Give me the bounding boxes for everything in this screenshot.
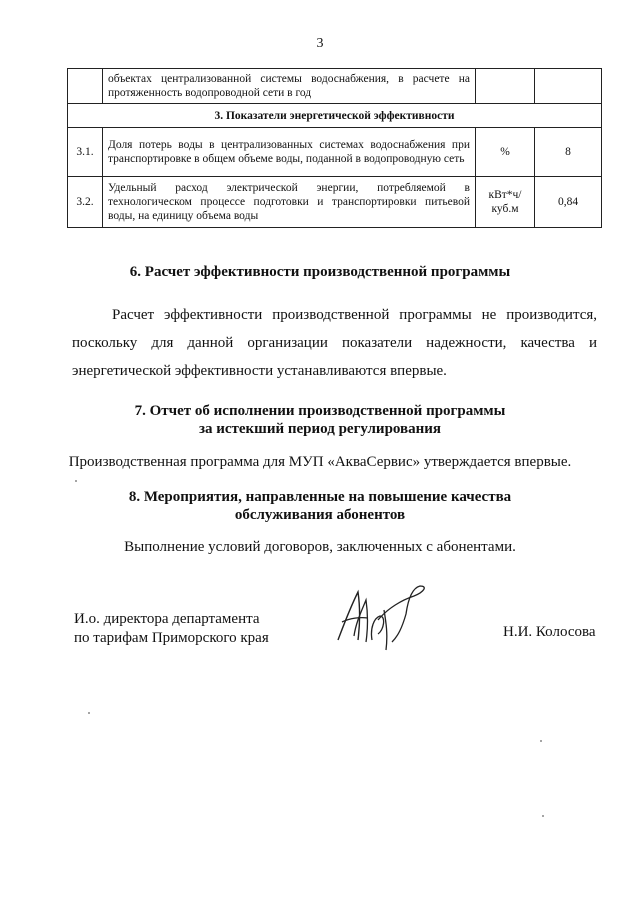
row-description-cell: Удельный расход электрической энергии, потребляемой в технологическом процессе подготовки и транспортировки питьевой воды, на единицу объема воды	[103, 177, 476, 228]
scan-speck	[75, 480, 77, 482]
table-row	[68, 69, 602, 104]
row-value-cell	[535, 69, 602, 104]
section8-heading-line1: 8. Мероприятия, направленные на повышение качества	[128, 489, 512, 505]
section8-text: Выполнение условий договоров, заключенных с абонентами.	[124, 539, 516, 555]
table-row	[68, 177, 602, 228]
row-unit-cell: %	[476, 128, 535, 177]
signatory-title-line2: по тарифам Приморского края	[74, 630, 269, 646]
scan-speck	[542, 815, 544, 817]
section7-heading-line1: 7. Отчет об исполнении производственной программы	[134, 403, 506, 419]
row-description-cell: Доля потерь воды в централизованных системах водоснабжения при транспортировке в общем объеме воды, поданной в водопроводную сеть	[103, 128, 476, 177]
signatory-title-line1: И.о. директора департамента	[74, 611, 260, 627]
table-section-row	[68, 104, 602, 128]
row-unit-cell	[476, 177, 535, 228]
scan-speck	[88, 712, 90, 714]
row-unit-cell	[476, 69, 535, 104]
indicators-table	[67, 68, 602, 228]
handwritten-signature	[328, 582, 438, 654]
section7-text: Производственная программа для МУП «АкваСервис» утверждается впервые.	[68, 454, 572, 470]
signatory-title	[74, 610, 269, 648]
scan-speck	[540, 740, 542, 742]
section6-paragraph	[72, 301, 597, 385]
table-row	[68, 128, 602, 177]
row-description-cell: объектах централизованной системы водоснабжения, в расчете на протяженность водопроводной сети в год	[103, 69, 476, 104]
unit-line: кВт*ч/	[488, 189, 522, 201]
row-number-cell: 3.1.	[68, 128, 103, 177]
page-number: 3	[316, 36, 324, 51]
section7-heading	[40, 402, 600, 438]
section6-text: Расчет эффективности производственной программы не производится, поскольку для данной организации показатели надежности, качества и энергетической эффективности устанавливаются впервые.	[72, 307, 597, 379]
signatory-name: Н.И. Колосова	[503, 624, 596, 640]
row-number-cell	[68, 69, 103, 104]
section6-heading: 6. Расчет эффективности производственной программы	[129, 264, 511, 280]
section8-heading-line2: обслуживания абонентов	[234, 507, 406, 523]
row-value-cell: 0,84	[535, 177, 602, 228]
section-title: 3. Показатели энергетической эффективности	[68, 104, 602, 128]
section7-heading-line2: за истекший период регулирования	[198, 421, 442, 437]
section8-heading	[40, 488, 600, 524]
unit-line: куб.м	[491, 203, 519, 215]
row-value-cell: 8	[535, 128, 602, 177]
row-number-cell: 3.2.	[68, 177, 103, 228]
